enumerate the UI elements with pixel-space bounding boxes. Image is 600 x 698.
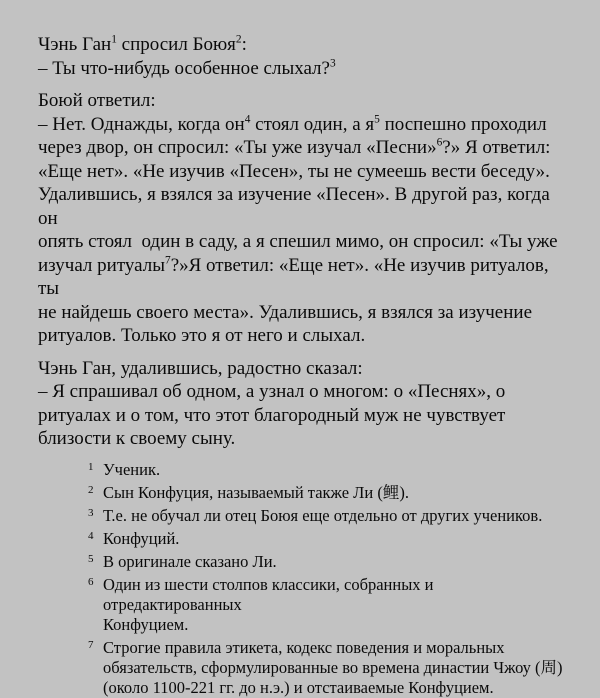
- footnote-text: [103, 483, 572, 503]
- text-line: Удалившись, я взялся за изучение «Песен». В другой раз, когда он: [38, 184, 555, 229]
- footnote-text: [103, 575, 572, 635]
- text-line: близости к своему сыну.: [38, 428, 236, 449]
- text-line: Ученик.: [103, 459, 161, 479]
- text-line: Сын Конфуция, называемый также Ли (鲤).: [103, 482, 409, 502]
- footnote-text: [103, 506, 572, 526]
- footnote-number: 3: [88, 506, 94, 519]
- text-line: (около 1100-221 гг. до н.э.) и отстаиваемые Конфуцием.: [103, 677, 494, 697]
- text-line: – Нет. Однажды, когда он$^4$ стоял один, а я$^5$ поспешно проходил: [38, 113, 547, 135]
- text-line: – Я спрашивал об одном, а узнал о многом: о «Песнях», о: [38, 381, 506, 402]
- text-line: – Ты что-нибудь особенное слыхал?$^3$: [38, 57, 336, 79]
- text-line: Конфуцием.: [103, 614, 189, 634]
- body-text: [38, 33, 572, 451]
- footnote-text: [103, 529, 572, 549]
- footnote-ref-7: 7: [164, 254, 171, 267]
- footnote-number: 5: [88, 552, 94, 565]
- footnote-number: 6: [88, 575, 94, 588]
- footnote-text: [103, 638, 572, 698]
- footnote-number: 2: [88, 483, 94, 496]
- text-line: через двор, он спросил: «Ты уже изучал «Песни»$^6$?» Я ответил:: [38, 136, 551, 158]
- footnote-ref-5: 5: [374, 113, 380, 126]
- text-line: Один из шести столпов классики, собранных и отредактированных: [103, 574, 438, 614]
- footnote-ref-6: 6: [436, 136, 443, 149]
- footnote-ref-4: 4: [244, 113, 251, 126]
- footnote-ref-3: 3: [329, 57, 336, 70]
- text-line: ритуалах и о том, что этот благородный муж не чувствует: [38, 404, 506, 426]
- footnote-2: [88, 483, 572, 503]
- footnote-text: [103, 552, 572, 572]
- text-line: не найдешь своего места». Удалившись, я взялся за изучение: [38, 301, 533, 323]
- text-line: В оригинале сказано Ли.: [103, 551, 277, 571]
- text-line: опять стоял один в саду, а я спешил мимо, он спросил: «Ты уже: [38, 231, 558, 252]
- footnote-4: [88, 529, 572, 549]
- text-line: Чэнь Ган$^1$ спросил Боюя$^2$:: [38, 33, 247, 55]
- footnote-text: [103, 460, 572, 480]
- paragraph-3: [38, 357, 572, 451]
- text-line: Чэнь Ган, удалившись, радостно сказал:: [38, 357, 363, 379]
- text-line: ритуалов. Только это я от него и слыхал.: [38, 325, 366, 346]
- text-line: изучал ритуалы$^7$?»Я ответил: «Еще нет». «Не изучив ритуалов, ты: [38, 254, 554, 299]
- footnote-ref-2: 2: [235, 33, 242, 46]
- footnote-5: [88, 552, 572, 572]
- text-line: Боюй ответил:: [38, 90, 156, 111]
- text-line: Строгие правила этикета, кодекс поведения и моральных: [103, 637, 505, 657]
- footnote-6: [88, 575, 572, 635]
- footnote-1: [88, 460, 572, 480]
- footnote-number: 7: [88, 638, 94, 651]
- text-line: «Еще нет». «Не изучив «Песен», ты не сумеешь вести беседу».: [38, 160, 550, 182]
- text-line: Т.е. не обучал ли отец Боюя еще отдельно от других учеников.: [103, 505, 543, 525]
- text-line: Конфуций.: [103, 528, 180, 548]
- footnote-3: [88, 506, 572, 526]
- footnotes-section: [88, 460, 572, 698]
- footnote-number: 4: [88, 529, 94, 542]
- footnote-7: [88, 638, 572, 698]
- text-line: обязательств, сформулированные во времена династии Чжоу (周): [103, 657, 563, 677]
- paragraph-2: [38, 89, 572, 348]
- footnote-number: 1: [88, 460, 94, 473]
- paragraph-1: [38, 33, 572, 80]
- footnote-ref-1: 1: [111, 33, 117, 46]
